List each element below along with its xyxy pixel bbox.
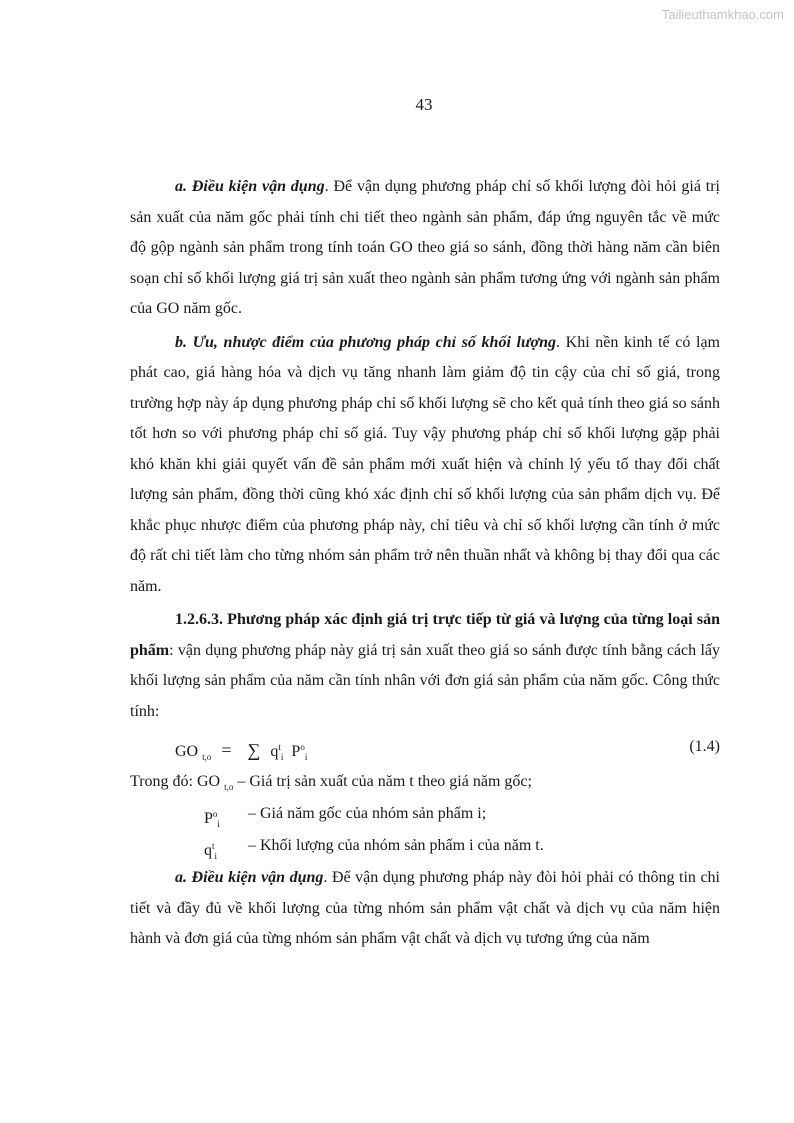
paragraph-heading: a. Điều kiện vận dụng [175,178,325,195]
paragraph-pros-cons [130,328,720,603]
definition-intro: Trong đó: GO $_{t,o}$ – Giá trị sản xuất của năm t theo giá năm gốc; [130,773,532,792]
section-heading-paragraph [130,605,720,727]
paragraph-heading: a. Điều kiện vận dụng [175,869,324,886]
formula-1-4 [130,732,720,764]
paragraph-text: . Để vận dụng phương pháp này đòi hỏi phải có thông tin chi tiết và đầy đủ về khối lượng của từng nhóm sản phẩm vật chất và dịch vụ của năm hiện hành và đơn giá của từng nhóm sản phẩm vật chất và dịch vụ tương ứng của năm [130,869,720,947]
paragraph-heading: b. Ưu, nhược điểm của phương pháp chỉ số khối lượng [175,333,557,351]
page-number: 43 [415,95,433,114]
formula-expression: GO $_{t,o}$ = ∑ $q^t_i$ $P^o_i$ [175,732,307,773]
paragraph-application-conditions-2 [130,863,720,955]
equation-number: (1.4) [689,738,720,755]
section-heading: 1.2.6.3. Phương pháp xác định giá trị trực tiếp từ giá và lượng của từng loại sản phẩm [130,611,720,659]
document-body [130,172,720,958]
sum-symbol: ∑ [247,740,261,760]
definition-item: $q^t_i$ – Khối lượng của nhóm sản phẩm i của năm t. [204,837,544,861]
paragraph-text: . Khi nền kinh tế có lạm phát cao, giá hàng hóa và dịch vụ tăng nhanh làm giảm độ tin cậy của chỉ số giá, trong trường hợp này áp dụng phương pháp chỉ số khối lượng sẽ cho kết quả tính theo giá so sánh tốt hơn so với phương pháp chỉ số giá. Tuy vậy phương pháp chỉ số khối lượng gặp phải khó khăn khi giải quyết vấn đề sản phẩm mới xuất hiện và chỉnh lý yếu tố thay đổi chất lượng sản phẩm, đồng thời cũng khó xác định chỉ số khối lượng của sản phẩm dịch vụ. Để khắc phục nhược điểm của phương pháp này, chỉ tiêu và chỉ số khối lượng cần tính ở mức độ rất chi tiết làm cho từng nhóm sản phẩm trở nên thuần nhất và không bị thay đổi qua các năm. [130,333,721,595]
paragraph-text: . Để vận dụng phương pháp chỉ số khối lượng đòi hỏi giá trị sản xuất của năm gốc phải tính chi tiết theo ngành sản phẩm, đáp ứng nguyên tắc về mức độ gộp ngành sản phẩm trong tính toán GO theo giá so sánh, đồng thời hàng năm cần biên soạn chỉ số khối lượng giá trị sản xuất theo ngành sản phẩm tương ứng với ngành sản phẩm của GO năm gốc. [130,178,720,317]
paragraph-application-conditions [130,172,720,325]
paragraph-text: : vận dụng phương pháp này giá trị sản xuất theo giá so sánh được tính bằng cách lấy khối lượng sản phẩm của năm cần tính nhân với đơn giá sản phẩm của năm gốc. Công thức tính: [130,641,720,720]
watermark: Tailieuthamkhao.com [661,7,784,22]
definition-item: $P^o_i$ – Giá năm gốc của nhóm sản phẩm i; [204,805,487,829]
